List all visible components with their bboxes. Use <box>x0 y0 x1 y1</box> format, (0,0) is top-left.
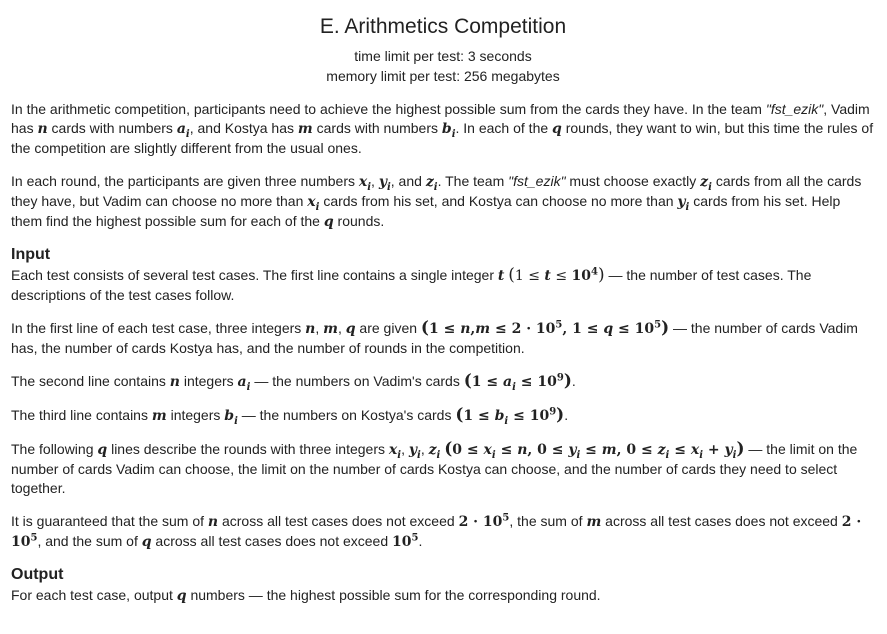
problem-title: E. Arithmetics Competition <box>319 15 567 38</box>
math-var: m <box>586 514 602 530</box>
math-var: $z_i$ <box>425 174 438 193</box>
math-constraint: $(1 \le t \le 10^4)$ <box>508 265 605 285</box>
math-var: n <box>169 374 180 390</box>
math-var: $z_i$ <box>428 442 441 461</box>
math-var: m <box>151 408 167 424</box>
math-constraint: ($1 \le n,m \le 2 \cdot 10^5$, $1 \le q \le 10^5$) <box>420 318 670 338</box>
math-var: $b_i$ <box>441 121 456 140</box>
time-limit: time limit per test: 3 seconds <box>354 48 532 64</box>
input-paragraph: In the first line of each test case, three integers n, m, q are given ($1 \le n,m \le 2 \cdot 10^5$, $1 \le q \le 10^5$) — the number of cards Vadim has, the number of cards Kostya has, and the number of rounds in the competition. <box>11 318 858 356</box>
math-var: q <box>323 214 334 230</box>
math-var: q <box>141 534 152 550</box>
math-var: q <box>345 321 356 337</box>
math-var: n <box>37 121 48 137</box>
math-var: $z_i$ <box>700 174 712 193</box>
math-var: n <box>305 321 316 337</box>
math-var: q <box>97 442 108 458</box>
math-constraint: $10^5$ <box>392 532 419 550</box>
team-name: "fst_ezik" <box>765 101 824 117</box>
math-constraint: $2 \cdot 10^5$ <box>11 514 862 550</box>
input-paragraph: The following q lines describe the rounds with three integers $x_i$, $y_i$, $z_i$ ($0 \le x_i \le n$, $0 \le y_i \le m$, $0 \le z_i \le x_i + y_i$) — the limit on the number of cards Vadim can choose, the limit on the number of cards Kostya can choose, and the number of cards they need to select together. <box>11 439 858 496</box>
memory-limit: memory limit per test: 256 megabytes <box>326 68 560 84</box>
math-var: $a_i$ <box>237 374 251 393</box>
math-constraint: $2 \cdot 10^5$ <box>458 512 510 530</box>
math-var: m <box>323 321 338 337</box>
problem-header <box>11 14 875 86</box>
math-constraint: $(1 \le b_i \le 10^9)$ <box>455 405 565 427</box>
statement-paragraph: In each round, the participants are given three numbers $x_i$, $y_i$, and $z_i$. The team "fst_ezik" must choose exactly $z_i$ cards from all the cards they have, but Vadim can choose no more than $x_i$ cards from his set, and Kostya can choose no more than $y_i$ cards from his set. Help them find the highest possible sum for each of the q rounds. <box>11 173 862 230</box>
math-var: $x_i$ <box>358 174 372 193</box>
math-var: $x_i$ <box>307 194 320 213</box>
team-name: "fst_ezik" <box>508 173 566 189</box>
math-var: $y_i$ <box>378 174 391 193</box>
statement-paragraph: In the arithmetic competition, participants need to achieve the highest possible sum from the cards they have. In the team "fst_ezik", Vadim has n cards with numbers $a_i$, and Kostya has m cards with numbers $b_i$. In each of the q rounds, they want to win, but this time the rules of the competition are slightly different from the usual ones. <box>11 101 874 156</box>
output-paragraph: For each test case, output q numbers — the highest possible sum for the corresponding round. <box>11 587 601 604</box>
math-var: t <box>497 268 505 284</box>
math-var: q <box>176 588 187 604</box>
math-constraint: ($0 \le x_i \le n$, $0 \le y_i \le m$, $0 \le z_i \le x_i + y_i$) <box>444 439 745 461</box>
math-var: q <box>552 121 562 137</box>
input-paragraph: It is guaranteed that the sum of n across all test cases does not exceed $2 \cdot 10^5$, the sum of m across all test cases does not exceed $2 \cdot 10^5$, and the sum of q across all test cases does not exceed $10^5$. <box>11 512 862 550</box>
input-title: Input <box>11 246 51 263</box>
math-var: $b_i$ <box>224 408 238 427</box>
output-section <box>11 565 875 606</box>
problem-statement <box>11 100 875 232</box>
input-paragraph: The third line contains m integers $b_i$ — the numbers on Kostya's cards $(1 \le b_i \le 10^9)$. <box>11 405 569 427</box>
input-section <box>11 245 875 552</box>
math-var: $a_i$ <box>176 121 190 140</box>
math-constraint: $(1 \le a_i \le 10^9)$ <box>463 371 572 393</box>
input-paragraph: The second line contains n integers $a_i$ — the numbers on Vadim's cards $(1 \le a_i \le 10^9)$. <box>11 371 576 393</box>
input-paragraph: Each test consists of several test cases. The first line contains a single integer t $(1 \le t \le 10^4)$ — the number of test cases. The descriptions of the test cases follow. <box>11 265 812 303</box>
math-var: m <box>297 121 313 137</box>
math-var: $y_i$ <box>408 442 421 461</box>
math-var: $y_i$ <box>677 194 690 213</box>
math-var: $x_i$ <box>388 442 402 461</box>
math-var: n <box>207 514 219 530</box>
output-title: Output <box>11 566 64 583</box>
